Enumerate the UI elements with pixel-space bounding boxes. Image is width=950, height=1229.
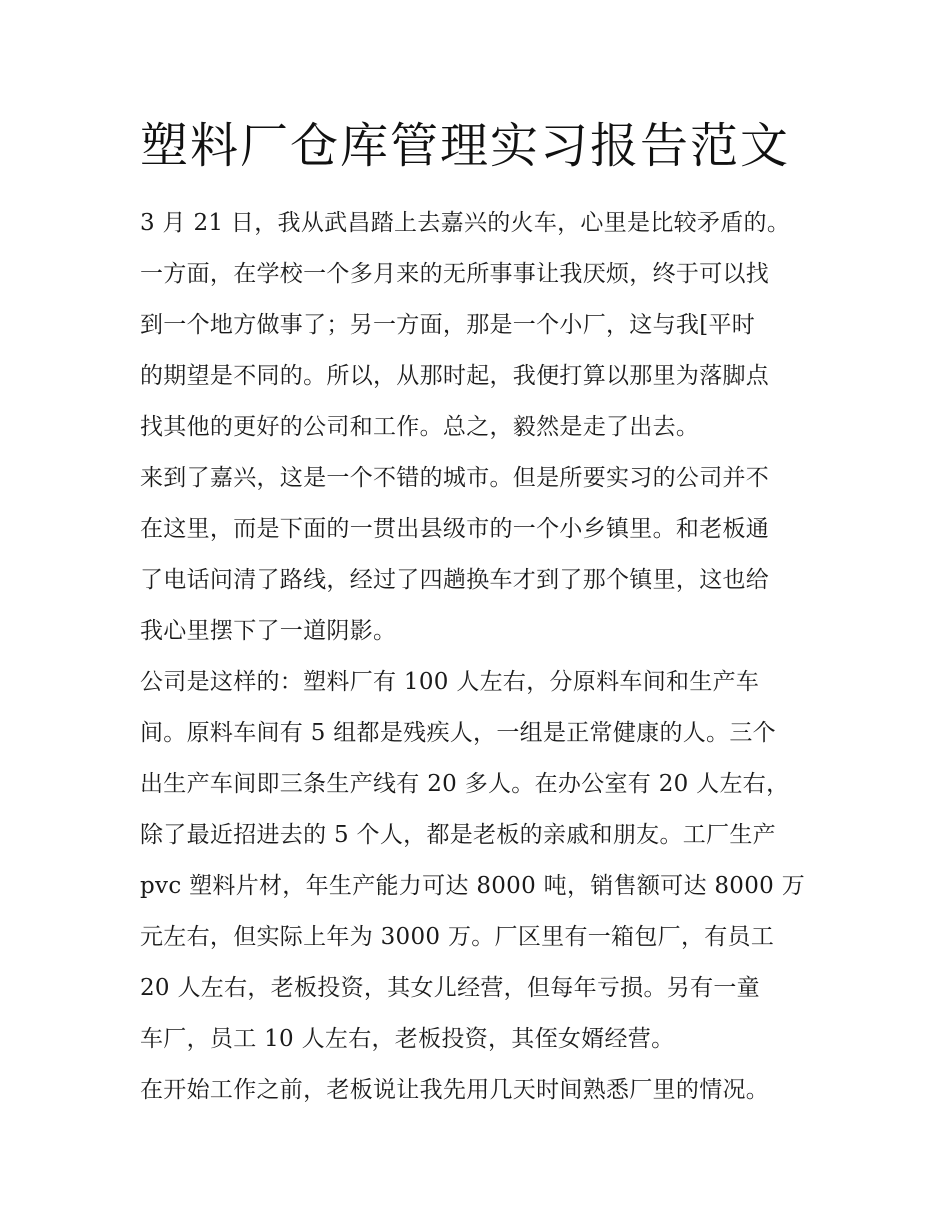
- text-line: 一方面，在学校一个多月来的无所事事让我厌烦，终于可以找: [140, 261, 770, 287]
- paragraph-4: [140, 1065, 830, 1116]
- paragraph-2: [140, 453, 830, 657]
- text-line: 出生产车间即三条生产线有 20 多人。在办公室有 20 人左右，: [140, 771, 790, 797]
- paragraph-1: [140, 198, 830, 453]
- text-line: 间。原料车间有 5 组都是残疾人，一组是正常健康的人。三个: [140, 720, 776, 746]
- document-title: 塑料厂仓库管理实习报告范文: [140, 118, 791, 174]
- text-line: 元左右，但实际上年为 3000 万。厂区里有一箱包厂，有员工: [140, 924, 775, 950]
- paragraph-3: [140, 657, 830, 1065]
- text-line: 3 月 21 日，我从武昌踏上去嘉兴的火车，心里是比较矛盾的。: [140, 210, 791, 236]
- text-line: 除了最近招进去的 5 个人，都是老板的亲戚和朋友。工厂生产: [140, 822, 776, 848]
- text-line: pvc 塑料片材，年生产能力可达 8000 吨，销售额可达 8000 万: [140, 873, 806, 899]
- text-line: 车厂，员工 10 人左右，老板投资，其侄女婿经营。: [140, 1026, 675, 1052]
- text-line: 20 人左右，老板投资，其女儿经营，但每年亏损。另有一童: [140, 975, 760, 1001]
- text-line: 了电话问清了路线，经过了四趟换车才到了那个镇里，这也给: [140, 567, 770, 593]
- text-line: 到一个地方做事了；另一方面，那是一个小厂，这与我[平时: [140, 312, 756, 338]
- text-line: 来到了嘉兴，这是一个不错的城市。但是所要实习的公司并不: [140, 465, 770, 491]
- text-line: 找其他的更好的公司和工作。总之，毅然是走了出去。: [140, 414, 700, 440]
- text-line: 在这里，而是下面的一贯出县级市的一个小乡镇里。和老板通: [140, 516, 770, 542]
- text-line: 在开始工作之前，老板说让我先用几天时间熟悉厂里的情况。: [140, 1077, 770, 1103]
- document-body: [140, 198, 830, 1116]
- text-line: 我心里摆下了一道阴影。: [140, 618, 397, 644]
- text-line: 的期望是不同的。所以，从那时起，我便打算以那里为落脚点: [140, 363, 770, 389]
- text-line: 公司是这样的：塑料厂有 100 人左右，分原料车间和生产车: [140, 669, 760, 695]
